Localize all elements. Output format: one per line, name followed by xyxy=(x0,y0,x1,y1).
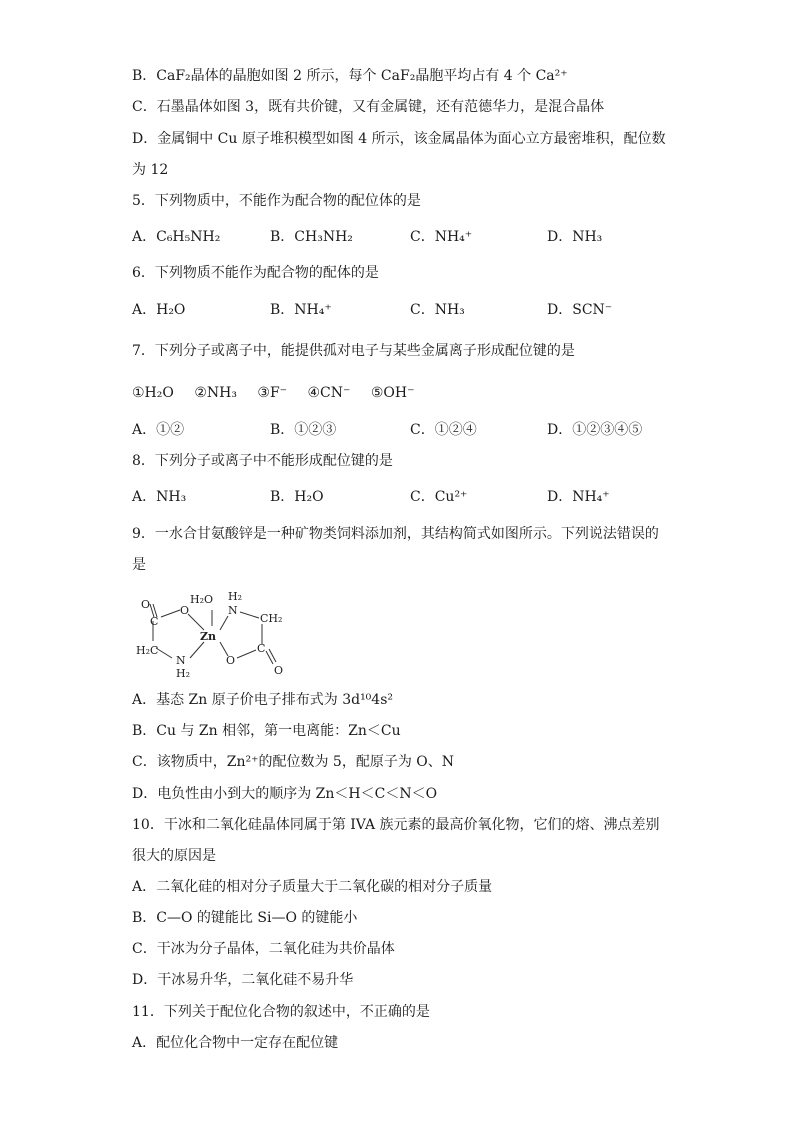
q9-stem-cont: 是 xyxy=(132,557,146,573)
q8-option-b: B．H₂O xyxy=(270,489,324,505)
q4-option-b: B．CaF₂晶体的晶胞如图 2 所示，每个 CaF₂晶胞平均占有 4 个 Ca²⁺ xyxy=(132,68,568,84)
q9-option-c: C．该物质中，Zn²⁺的配位数为 5，配原子为 O、N xyxy=(132,754,454,770)
q7-stem: 7．下列分子或离子中，能提供孤对电子与某些金属离子形成配位键的是 xyxy=(132,343,575,359)
struct-c-left: C xyxy=(150,615,159,628)
q6-option-c: C．NH₃ xyxy=(410,302,465,318)
q11-option-a: A．配位化合物中一定存在配位键 xyxy=(132,1035,339,1051)
q7-option-d: D．①②③④⑤ xyxy=(547,422,643,438)
q7-choice-5: ⑤OH⁻ xyxy=(370,385,415,401)
q5-option-b: B．CH₃NH₂ xyxy=(270,229,353,245)
q7-option-c: C．①②④ xyxy=(410,422,477,438)
struct-n-top: N xyxy=(228,604,238,617)
q6-options xyxy=(132,300,672,320)
struct-o-right: O xyxy=(226,654,236,667)
q4-option-d-cont: 为 12 xyxy=(132,162,169,178)
q10-option-a: A．二氧化硅的相对分子质量大于二氧化碳的相对分子质量 xyxy=(132,879,493,895)
q10-stem: 10．干冰和二氧化硅晶体同属于第 IVA 族元素的最高价氧化物，它们的熔、沸点差别 xyxy=(132,817,660,833)
q5-stem: 5．下列物质中，不能作为配合物的配位体的是 xyxy=(132,193,421,209)
struct-c-right: C xyxy=(257,642,266,655)
q7-option-a: A．①② xyxy=(132,422,185,438)
q5-option-d: D．NH₃ xyxy=(547,229,603,245)
q9-stem: 9．一水合甘氨酸锌是一种矿物类饲料添加剂，其结构简式如图所示。下列说法错误的 xyxy=(132,526,659,542)
struct-o-double-left: O xyxy=(141,598,151,611)
struct-n-bottom: N xyxy=(176,654,186,667)
q6-stem: 6．下列物质不能作为配合物的配体的是 xyxy=(132,265,379,281)
struct-o-left: O xyxy=(180,604,190,617)
q4-option-d: D．金属铜中 Cu 原子堆积模型如图 4 所示，该金属晶体为面心立方最密堆积，配位数 xyxy=(132,131,666,147)
q10-option-c: C．干冰为分子晶体，二氧化硅为共价晶体 xyxy=(132,941,395,957)
q9-option-b: B．Cu 与 Zn 相邻，第一电离能：Zn＜Cu xyxy=(132,723,401,739)
q6-option-a: A．H₂O xyxy=(132,302,186,318)
q10-stem-cont: 很大的原因是 xyxy=(132,848,216,864)
q9-option-a: A．基态 Zn 原子价电子排布式为 3d¹⁰4s² xyxy=(132,692,394,708)
q4-option-c: C．石墨晶体如图 3，既有共价键，又有金属键，还有范德华力，是混合晶体 xyxy=(132,99,605,115)
struct-h2-top: H₂ xyxy=(228,590,243,603)
q7-choice-4: ④CN⁻ xyxy=(307,385,351,401)
q8-options xyxy=(132,487,672,507)
q5-options xyxy=(132,227,672,247)
struct-o-double-right: O xyxy=(274,664,284,677)
q6-option-b: B．NH₄⁺ xyxy=(270,302,332,318)
q5-option-c: C．NH₄⁺ xyxy=(410,229,473,245)
q8-option-d: D．NH₄⁺ xyxy=(547,489,610,505)
zinc-glycinate-structure xyxy=(128,586,298,682)
q11-stem: 11．下列关于配位化合物的叙述中，不正确的是 xyxy=(132,1004,430,1020)
struct-zn: Zn xyxy=(200,630,217,643)
q8-stem: 8．下列分子或离子中不能形成配位键的是 xyxy=(132,453,393,469)
q7-options xyxy=(132,420,672,440)
struct-h2-bottom: H₂ xyxy=(176,667,191,680)
q8-option-c: C．Cu²⁺ xyxy=(410,489,468,505)
q7-choice-2: ②NH₃ xyxy=(194,385,237,401)
q7-choice-3: ③F⁻ xyxy=(257,385,288,401)
q10-option-d: D．干冰易升华，二氧化硅不易升华 xyxy=(132,972,354,988)
q7-option-b: B．①②③ xyxy=(270,422,337,438)
struct-ch2-left: H₂C xyxy=(136,644,159,657)
q8-option-a: A．NH₃ xyxy=(132,489,187,505)
q7-choice-list xyxy=(132,383,431,403)
q10-option-b: B．C—O 的键能比 Si—O 的键能小 xyxy=(132,910,358,926)
q7-choice-1: ①H₂O xyxy=(132,385,174,401)
struct-h2o: H₂O xyxy=(190,593,214,606)
q9-option-d: D．电负性由小到大的顺序为 Zn＜H＜C＜N＜O xyxy=(132,786,438,802)
struct-ch2-right: CH₂ xyxy=(260,612,283,625)
q6-option-d: D．SCN⁻ xyxy=(547,302,613,318)
q5-option-a: A．C₆H₅NH₂ xyxy=(132,229,221,245)
